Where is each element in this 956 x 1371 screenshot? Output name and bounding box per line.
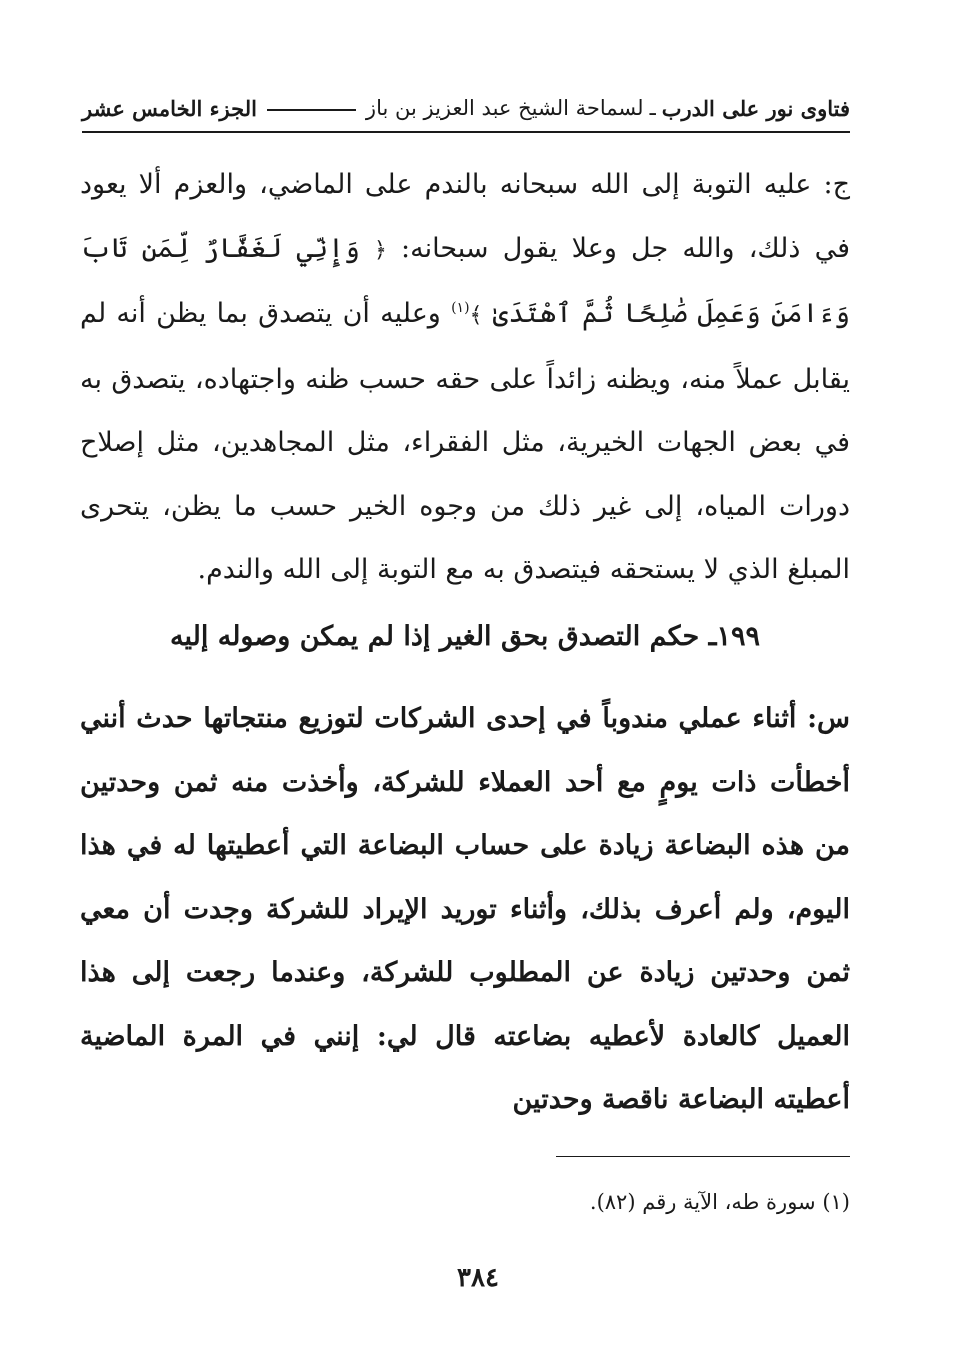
quran-close-bracket: ﴾ [469, 303, 483, 328]
header-dash-line [267, 109, 356, 111]
page-number: ٣٨٤ [457, 1263, 499, 1293]
answer-text-1: ج: عليه التوبة إلى الله سبحانه بالندم على الماضي، والعزم ألا يعود في ذلك، والله جل وعلا يقول سبحانه: [80, 169, 850, 264]
answer-text-2: وعليه أن يتصدق بما يظن أنه لم يقابل عملاً منه، ويظنه زائداً على حقه حسب ظنه واجتهاده، يتصدق به في بعض الجهات الخيرية، مثل الفقراء، مثل المجاهدين، مثل إصلاح دورات المياه، إلى غير ذلك من وجوه الخير حسب ما يظن، يتحرى المبلغ الذي لا يستحقه فيتصدق به مع التوبة إلى الله والندم. [80, 298, 850, 585]
footnote-rule [556, 1156, 850, 1157]
footnote: (١) سورة طه، الآية رقم (٨٢). [589, 1190, 850, 1214]
header-book-title: فتاوى نور على الدرب [661, 95, 850, 121]
question-paragraph: س: أثناء عملي مندوباً في إحدى الشركات لتوزيع منتجاتها حدث أنني أخطأت ذات يومٍ مع أحد العملاء للشركة، وأخذت منه ثمن وحدتين من هذه البضاعة زيادة على حساب البضاعة التي أعطيتها له في هذا اليوم، ولم أعرف بذلك، وأثناء توريد الإيراد للشركة وجدت أن معي ثمن وحدتين زيادة عن المطلوب للشركة، وعندما رجعت إلى هذا العميل كالعادة لأعطيه بضاعته قال لي: إنني في المرة الماضية أعطيته البضاعة ناقصة وحدتين [80, 703, 850, 1115]
header-part: الجزء الخامس عشر [82, 95, 257, 121]
header-author: لسماحة الشيخ عبد العزيز بن باز [365, 96, 644, 120]
header-separator: ـ [649, 96, 656, 120]
quran-verse: وَإِنِّي لَغَفَّارٌ لِّمَن تَابَ وَءَامَنَ وَعَمِلَ صَٰلِحًا ثُمَّ ٱهْتَدَىٰ [80, 232, 850, 329]
footnote-reference: (١) [451, 300, 470, 316]
answer-paragraph [80, 153, 850, 602]
running-header [82, 88, 850, 128]
section-heading: ١٩٩ـ حكم التصدق بحق الغير إذا لم يمكن وصوله إليه [169, 621, 761, 652]
header-rule [82, 131, 850, 133]
quran-open-bracket: ﴿ [373, 237, 387, 263]
